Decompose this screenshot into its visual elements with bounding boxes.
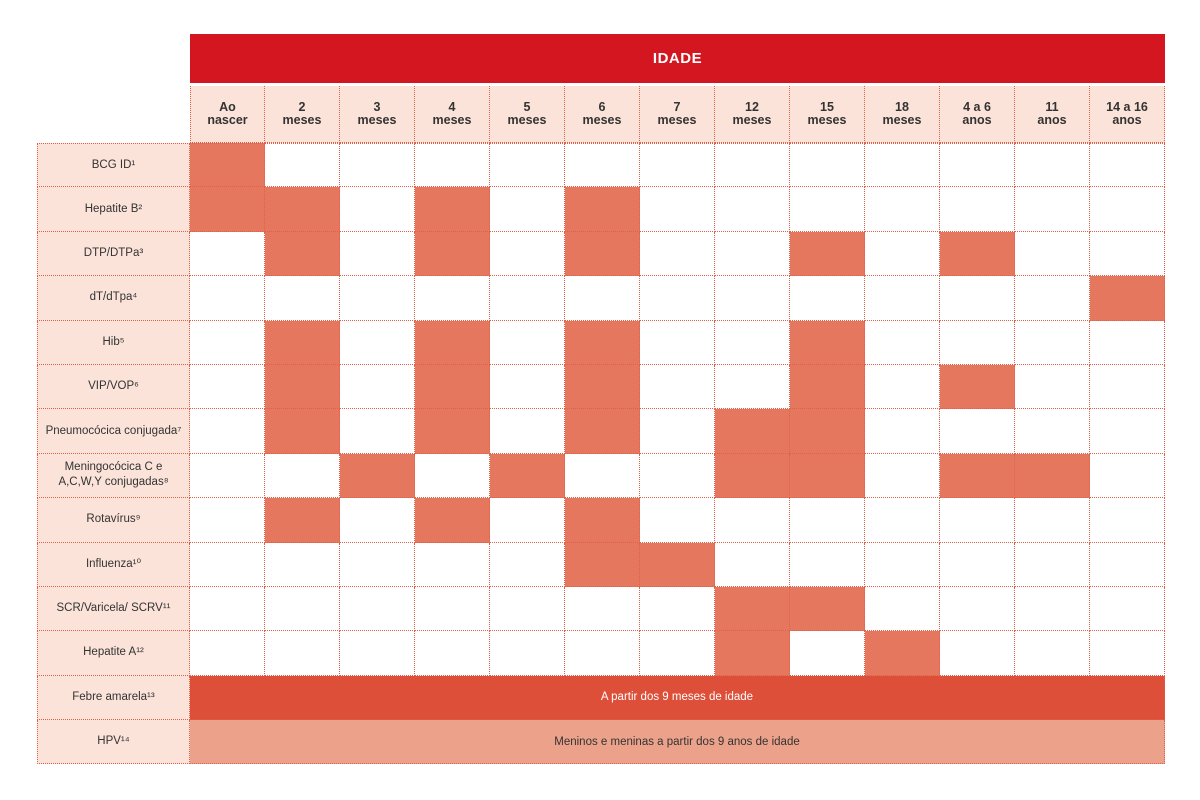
age-header-cell [265, 86, 340, 143]
dose-cell-recommended [265, 321, 340, 365]
dose-cell-recommended [715, 587, 790, 631]
dose-cell-empty [715, 143, 790, 187]
corner-blank [37, 34, 190, 86]
dose-cell-recommended [415, 409, 490, 453]
age-unit: meses [282, 113, 322, 127]
dose-cell-recommended [940, 365, 1015, 409]
vaccination-schedule-table [37, 34, 1165, 765]
dose-cell-empty [865, 143, 940, 187]
dose-cell-empty [1015, 587, 1090, 631]
dose-cell-empty [415, 454, 490, 498]
dose-cell-empty [790, 631, 865, 675]
dose-cell-empty [940, 143, 1015, 187]
dose-cell-empty [565, 631, 640, 675]
dose-cell-empty [640, 631, 715, 675]
dose-cell-empty [490, 409, 565, 453]
dose-cell-empty [340, 143, 415, 187]
dose-cell-empty [340, 498, 415, 542]
dose-cell-recommended [790, 587, 865, 631]
dose-cell-empty [640, 587, 715, 631]
dose-cell-empty [1090, 543, 1165, 587]
dose-cell-empty [940, 498, 1015, 542]
age-value: 4 a 6 [963, 100, 991, 114]
dose-cell-recommended [490, 454, 565, 498]
dose-cell-empty [640, 498, 715, 542]
vaccine-name: Hepatite B² [37, 187, 190, 231]
dose-cell-empty [1015, 276, 1090, 320]
vaccine-name: DTP/DTPa³ [37, 232, 190, 276]
dose-cell-empty [490, 143, 565, 187]
dose-cell-recommended [940, 454, 1015, 498]
dose-cell-empty [265, 543, 340, 587]
dose-cell-empty [865, 187, 940, 231]
vaccine-name: Hepatite A¹² [37, 631, 190, 675]
age-header-cell [340, 86, 415, 143]
dose-cell-recommended [790, 409, 865, 453]
age-unit: meses [882, 113, 922, 127]
dose-cell-recommended [415, 187, 490, 231]
dose-cell-empty [940, 587, 1015, 631]
dose-cell-empty [265, 587, 340, 631]
dose-cell-empty [490, 276, 565, 320]
vaccine-name: Meningocócica C e A,C,W,Y conjugadas⁸ [37, 454, 190, 498]
vaccine-name: dT/dTpa⁴ [37, 276, 190, 320]
dose-cell-recommended [790, 321, 865, 365]
vaccine-name: VIP/VOP⁶ [37, 365, 190, 409]
dose-cell-recommended [340, 454, 415, 498]
dose-cell-empty [790, 276, 865, 320]
dose-cell-recommended [715, 409, 790, 453]
dose-cell-recommended [415, 365, 490, 409]
dose-cell-empty [790, 543, 865, 587]
dose-cell-empty [1015, 365, 1090, 409]
dose-cell-empty [715, 187, 790, 231]
dose-cell-empty [340, 276, 415, 320]
age-unit: anos [962, 113, 992, 127]
dose-cell-empty [1090, 454, 1165, 498]
dose-cell-recommended [1090, 276, 1165, 320]
dose-cell-recommended [415, 321, 490, 365]
dose-cell-empty [865, 543, 940, 587]
dose-cell-empty [415, 276, 490, 320]
dose-cell-empty [640, 409, 715, 453]
dose-cell-recommended [715, 631, 790, 675]
age-unit: meses [507, 113, 547, 127]
dose-cell-empty [865, 276, 940, 320]
dose-cell-recommended [940, 232, 1015, 276]
dose-cell-empty [715, 543, 790, 587]
age-header-cell [790, 86, 865, 143]
age-range-band: A partir dos 9 meses de idade [190, 676, 1165, 720]
dose-cell-empty [190, 631, 265, 675]
dose-cell-recommended [640, 543, 715, 587]
dose-cell-empty [190, 498, 265, 542]
dose-cell-empty [190, 365, 265, 409]
dose-cell-recommended [265, 232, 340, 276]
dose-cell-empty [1090, 365, 1165, 409]
dose-cell-empty [1090, 587, 1165, 631]
dose-cell-empty [340, 409, 415, 453]
dose-cell-empty [415, 543, 490, 587]
dose-cell-recommended [265, 498, 340, 542]
dose-cell-empty [640, 365, 715, 409]
dose-cell-recommended [265, 187, 340, 231]
age-value: 14 a 16 [1106, 100, 1148, 114]
vaccine-name: Pneumocócica conjugada⁷ [37, 409, 190, 453]
dose-cell-empty [490, 321, 565, 365]
dose-cell-empty [490, 498, 565, 542]
dose-cell-empty [865, 232, 940, 276]
dose-cell-empty [490, 587, 565, 631]
dose-cell-recommended [265, 409, 340, 453]
dose-cell-empty [940, 321, 1015, 365]
age-header-cell [940, 86, 1015, 143]
dose-cell-empty [190, 454, 265, 498]
age-value: 2 [298, 100, 306, 114]
dose-cell-recommended [715, 454, 790, 498]
dose-cell-empty [1090, 321, 1165, 365]
dose-cell-recommended [415, 498, 490, 542]
age-unit: meses [657, 113, 697, 127]
dose-cell-empty [715, 498, 790, 542]
dose-cell-empty [640, 143, 715, 187]
dose-cell-empty [790, 498, 865, 542]
dose-cell-empty [940, 409, 1015, 453]
age-header-cell [640, 86, 715, 143]
age-unit: meses [732, 113, 772, 127]
dose-cell-empty [715, 232, 790, 276]
age-header-cell [1090, 86, 1165, 143]
age-value: 4 [448, 100, 456, 114]
dose-cell-empty [340, 321, 415, 365]
dose-cell-empty [790, 187, 865, 231]
dose-cell-empty [340, 232, 415, 276]
dose-cell-empty [865, 409, 940, 453]
dose-cell-recommended [565, 321, 640, 365]
dose-cell-empty [865, 454, 940, 498]
dose-cell-recommended [865, 631, 940, 675]
dose-cell-empty [790, 143, 865, 187]
dose-cell-empty [865, 365, 940, 409]
dose-cell-empty [265, 276, 340, 320]
vaccine-name: HPV¹⁴ [37, 720, 190, 764]
age-value: 5 [523, 100, 531, 114]
age-unit: nascer [207, 113, 248, 127]
vaccine-name: Rotavírus⁹ [37, 498, 190, 542]
age-unit: anos [1112, 113, 1142, 127]
dose-cell-empty [265, 454, 340, 498]
dose-cell-empty [415, 587, 490, 631]
dose-cell-empty [1015, 631, 1090, 675]
dose-cell-empty [190, 409, 265, 453]
dose-cell-recommended [190, 143, 265, 187]
dose-cell-empty [1015, 543, 1090, 587]
dose-cell-empty [565, 454, 640, 498]
dose-cell-empty [865, 498, 940, 542]
vaccine-name: Febre amarela¹³ [37, 676, 190, 720]
dose-cell-empty [490, 187, 565, 231]
dose-cell-empty [640, 321, 715, 365]
dose-cell-empty [1090, 143, 1165, 187]
dose-cell-empty [490, 543, 565, 587]
dose-cell-empty [640, 454, 715, 498]
dose-cell-empty [1090, 187, 1165, 231]
vaccine-name: BCG ID¹ [37, 143, 190, 187]
dose-cell-empty [640, 232, 715, 276]
dose-cell-empty [190, 543, 265, 587]
corner-blank [37, 86, 190, 143]
age-unit: meses [432, 113, 472, 127]
age-header-cell [715, 86, 790, 143]
dose-cell-empty [340, 365, 415, 409]
age-unit: anos [1037, 113, 1067, 127]
dose-cell-empty [565, 143, 640, 187]
dose-cell-recommended [565, 498, 640, 542]
age-value: 3 [373, 100, 381, 114]
dose-cell-empty [190, 232, 265, 276]
age-unit: meses [807, 113, 847, 127]
dose-cell-empty [1090, 232, 1165, 276]
dose-cell-recommended [265, 365, 340, 409]
age-header-cell [190, 86, 265, 143]
vaccine-name: Influenza¹⁰ [37, 543, 190, 587]
age-value: 6 [598, 100, 606, 114]
dose-cell-empty [1015, 232, 1090, 276]
dose-cell-empty [1015, 498, 1090, 542]
age-unit: meses [357, 113, 397, 127]
dose-cell-empty [1090, 498, 1165, 542]
dose-cell-empty [715, 365, 790, 409]
age-value: 7 [673, 100, 681, 114]
dose-cell-empty [490, 631, 565, 675]
dose-cell-empty [190, 587, 265, 631]
dose-cell-empty [340, 587, 415, 631]
dose-cell-empty [865, 321, 940, 365]
dose-cell-empty [640, 276, 715, 320]
dose-cell-empty [340, 187, 415, 231]
dose-cell-recommended [415, 232, 490, 276]
dose-cell-empty [265, 143, 340, 187]
dose-cell-empty [1015, 143, 1090, 187]
dose-cell-empty [415, 143, 490, 187]
dose-cell-recommended [190, 187, 265, 231]
dose-cell-empty [1015, 409, 1090, 453]
dose-cell-empty [490, 232, 565, 276]
dose-cell-empty [715, 276, 790, 320]
dose-cell-empty [340, 631, 415, 675]
dose-cell-empty [865, 587, 940, 631]
dose-cell-empty [490, 365, 565, 409]
dose-cell-empty [415, 631, 490, 675]
dose-cell-recommended [565, 232, 640, 276]
dose-cell-recommended [565, 365, 640, 409]
dose-cell-empty [715, 321, 790, 365]
dose-cell-recommended [565, 409, 640, 453]
age-value: 11 [1045, 100, 1059, 114]
age-value: 18 [895, 100, 909, 114]
dose-cell-empty [1015, 321, 1090, 365]
dose-cell-recommended [790, 365, 865, 409]
dose-cell-empty [190, 321, 265, 365]
dose-cell-recommended [790, 454, 865, 498]
age-value: Ao [219, 100, 236, 114]
dose-cell-recommended [565, 543, 640, 587]
age-range-band: Meninos e meninas a partir dos 9 anos de idade [190, 720, 1165, 764]
dose-cell-empty [190, 276, 265, 320]
dose-cell-empty [940, 187, 1015, 231]
dose-cell-empty [1090, 409, 1165, 453]
dose-cell-empty [640, 187, 715, 231]
age-value: 15 [820, 100, 834, 114]
age-header-cell [490, 86, 565, 143]
dose-cell-empty [565, 276, 640, 320]
vaccine-name: Hib⁵ [37, 321, 190, 365]
age-unit: meses [582, 113, 622, 127]
vaccine-name: SCR/Varicela/ SCRV¹¹ [37, 587, 190, 631]
dose-cell-recommended [1015, 454, 1090, 498]
dose-cell-empty [1090, 631, 1165, 675]
age-header-cell [1015, 86, 1090, 143]
dose-cell-empty [265, 631, 340, 675]
age-value: 12 [745, 100, 759, 114]
age-header-cell [865, 86, 940, 143]
dose-cell-recommended [565, 187, 640, 231]
dose-cell-empty [940, 631, 1015, 675]
dose-cell-empty [1015, 187, 1090, 231]
dose-cell-recommended [790, 232, 865, 276]
dose-cell-empty [340, 543, 415, 587]
dose-cell-empty [565, 587, 640, 631]
dose-cell-empty [940, 276, 1015, 320]
age-header-cell [565, 86, 640, 143]
age-header-cell [415, 86, 490, 143]
dose-cell-empty [940, 543, 1015, 587]
age-header-title: IDADE [190, 34, 1165, 86]
